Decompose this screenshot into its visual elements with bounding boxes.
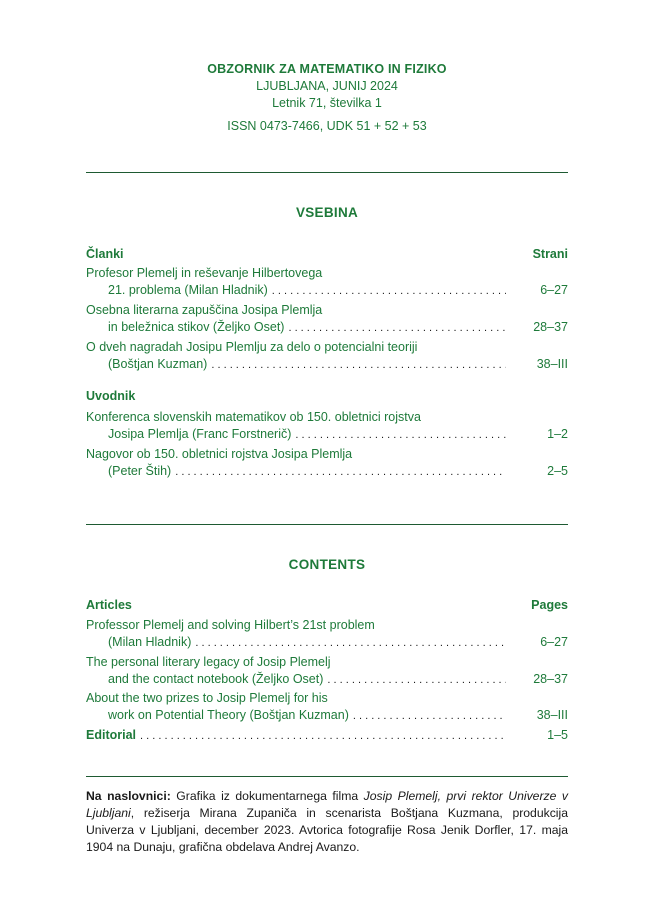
entry-title: O dveh nagradah Josipu Plemlju za delo o potencialni teoriji [86,340,418,354]
section-title-vsebina: VSEBINA [295,205,359,220]
entry-title-cont: (Milan Hladnik) [108,635,192,649]
leader-dots [140,728,506,745]
entry-title-cont: 21. problema (Milan Hladnik) [108,283,268,297]
column-right-label: Strani [532,247,568,261]
leader-dots [175,464,506,481]
entry-pages: 28–37 [533,672,568,686]
journal-title: OBZORNIK ZA MATEMATIKO IN FIZIKO [207,62,447,76]
toc-entry-editorial[interactable] [86,727,568,745]
divider [86,172,568,173]
column-header [86,598,568,612]
column-left-label: Articles [86,598,132,612]
entry-pages: 2–5 [547,464,568,478]
leader-dots [211,357,506,374]
toc-entry[interactable] [86,302,568,337]
entry-title-cont: in beležnica stikov (Željko Oset) [108,320,285,334]
entry-title: Konferenca slovenskih matematikov ob 150. obletnici rojstva [86,410,421,424]
entry-title: Editorial [86,728,137,742]
cover-note [86,788,568,856]
toc-entry[interactable] [86,617,568,652]
column-header [86,247,568,261]
divider [86,776,568,777]
volume-issue: Letnik 71, številka 1 [272,96,382,110]
entry-pages: 1–5 [547,728,568,742]
entry-pages: 6–27 [540,283,568,297]
entry-title-cont: Josipa Plemlja (Franc Forstnerič) [108,427,292,441]
leader-dots [327,672,506,689]
leader-dots [353,708,506,725]
entry-pages: 28–37 [533,320,568,334]
entry-title-cont: (Peter Štih) [108,464,172,478]
entry-title: Profesor Plemelj in reševanje Hilbertovega [86,266,323,280]
entry-title: Osebna literarna zapuščina Josipa Plemlja [86,303,323,317]
place-date: LJUBLJANA, JUNIJ 2024 [256,79,398,93]
entry-title: About the two prizes to Josip Plemelj for his [86,691,328,705]
entry-title-cont: (Boštjan Kuzman) [108,357,208,371]
entry-title: The personal literary legacy of Josip Plemelj [86,655,331,669]
entry-pages: 38–III [536,357,568,371]
entry-pages: 6–27 [540,635,568,649]
toc-entry[interactable] [86,265,568,300]
toc-entry[interactable] [86,409,568,444]
cover-note-text-1: Grafika iz dokumentarnega filma [170,789,364,803]
entry-title: Professor Plemelj and solving Hilbert’s 21st problem [86,618,375,632]
entry-title-cont: work on Potential Theory (Boštjan Kuzman) [108,708,349,722]
subsection-uvodnik: Uvodnik [86,389,136,403]
column-right-label: Pages [531,598,568,612]
cover-note-text-2: , režiserja Mirana Zupaniča in scenarista Boštjana Kuzmana, produkcija Univerza v Ljubljani, december 2023. Avtorica fotografije Rosa Jenik Dorfler, 17. maja 1904 na Dunaju, grafična obdelava Andrej Avanzo. [86,806,568,854]
leader-dots [195,635,506,652]
issn-line: ISSN 0473-7466, UDK 51 + 52 + 53 [227,119,427,133]
entry-pages: 1–2 [547,427,568,441]
divider [86,524,568,525]
toc-entry[interactable] [86,690,568,725]
entry-title: Nagovor ob 150. obletnici rojstva Josipa Plemlja [86,447,353,461]
toc-entry[interactable] [86,339,568,374]
toc-entry[interactable] [86,446,568,481]
cover-note-label: Na naslovnici: [86,789,171,803]
entry-pages: 38–III [536,708,568,722]
leader-dots [295,427,506,444]
column-left-label: Članki [86,247,124,261]
leader-dots [288,320,506,337]
cover-note-film-title: Josip Plemelj, prvi rektor Univerze v Ljubljani [86,789,568,820]
toc-entry[interactable] [86,654,568,689]
section-title-contents: CONTENTS [288,557,366,572]
entry-title-cont: and the contact notebook (Željko Oset) [108,672,324,686]
leader-dots [272,283,506,300]
